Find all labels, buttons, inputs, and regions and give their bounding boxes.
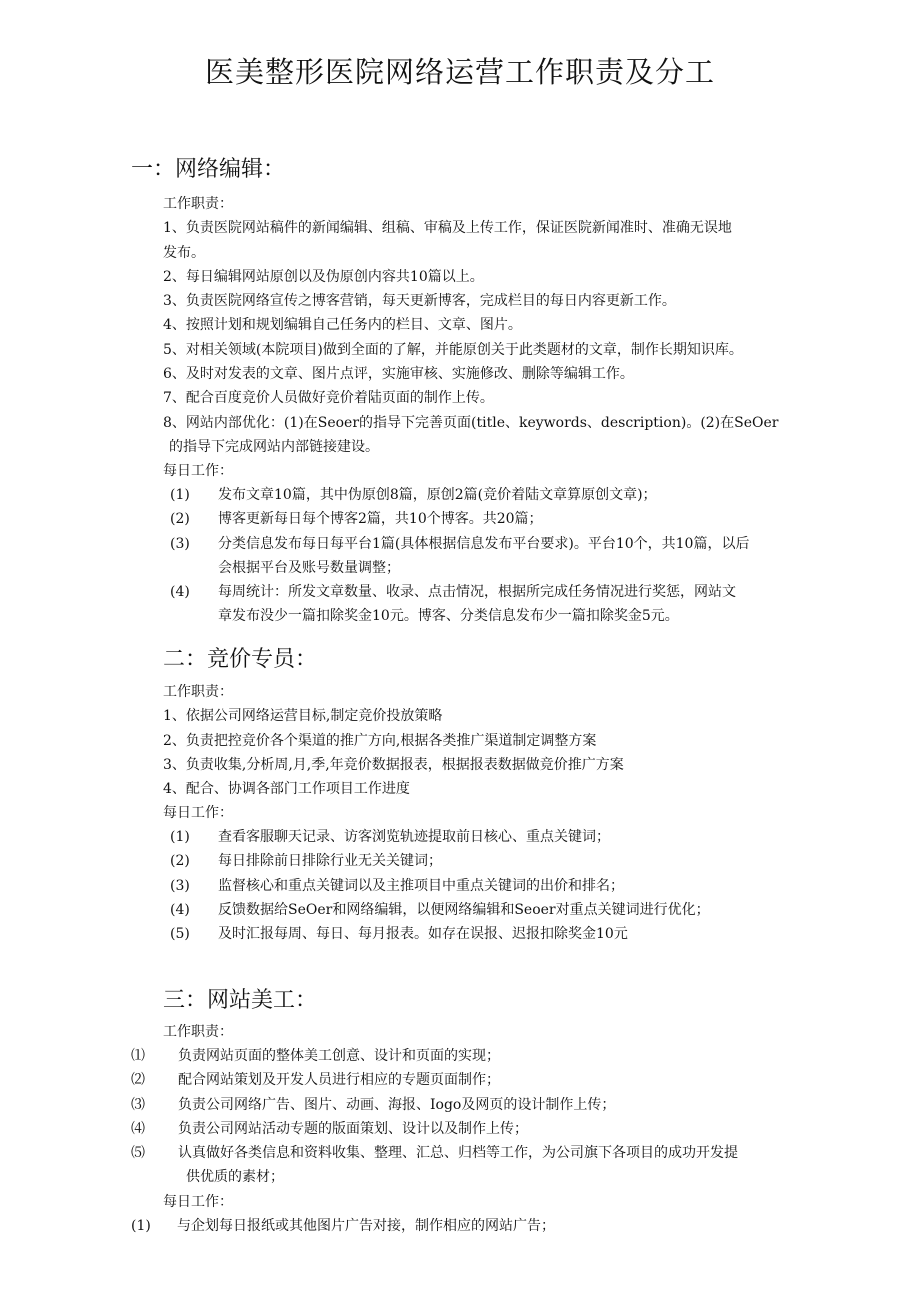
item-text: 博客更新每日每个博客2篇，共10个博客。共20篇； [218, 511, 543, 528]
duty-item: 的指导下完成网站内部链接建设。 [169, 438, 379, 455]
duty-item: 7、配合百度竞价人员做好竞价着陆页面的制作上传。 [163, 390, 494, 407]
duty-item: 2、负责把控竞价各个渠道的推广方向,根据各类推广渠道制定调整方案 [163, 732, 597, 749]
item-text: 及时汇报每周、每日、每月报表。如存在误报、迟报扣除奖金10元 [218, 926, 628, 943]
section-2-daily [170, 825, 710, 946]
duty-item: 1、负责医院网站稿件的新闻编辑、组稿、审稿及上传工作，保证医院新闻准时、准确无误地 [163, 220, 732, 237]
daily-item [170, 922, 710, 946]
page-title: 医美整形医院网络运营工作职责及分工 [204, 55, 715, 89]
daily-item [170, 849, 710, 873]
item-number: (1) [170, 487, 190, 503]
duty-item: 3、负责收集,分析周,月,季,年竞价数据报表，根据报表数据做竞价推广方案 [163, 756, 624, 773]
item-number: (2) [170, 511, 190, 528]
section-3-daily-label-wrap [163, 1190, 233, 1214]
item-number: (3) [170, 877, 190, 894]
duty-item: 4、配合、协调各部门工作项目工作进度 [163, 781, 410, 798]
item-number: (3) [170, 535, 190, 552]
duty-label: 工作职责： [163, 196, 233, 212]
item-number: (4) [170, 901, 190, 918]
daily-item [170, 580, 749, 604]
duty-label: 工作职责： [163, 1024, 233, 1040]
item-text: 每周统计：所发文章数量、收录、点击情况，根据所完成任务情况进行奖惩，网站文 [218, 584, 736, 601]
item-continuation: 章发布没少一篇扣除奖金10元。博客、分类信息发布少一篇扣除奖金5元。 [218, 608, 679, 625]
duty-item: 发布。 [163, 244, 205, 261]
duty-item: 6、及时对发表的文章、图片点评，实施审核、实施修改、删除等编辑工作。 [163, 366, 634, 383]
duty-item [131, 1093, 738, 1117]
item-number: ⑷ [131, 1120, 145, 1137]
daily-item [170, 507, 749, 531]
daily-label: 每日工作： [163, 463, 233, 480]
item-text: 负责公司网站活动专题的版面策划、设计以及制作上传； [178, 1120, 528, 1137]
item-text: 反馈数据给SeOer和网络编辑，以便网络编辑和Seoer对重点关键词进行优化； [218, 901, 710, 918]
item-text: 与企划每日报纸或其他图片广告对接，制作相应的网站广告； [177, 1218, 555, 1234]
item-text: 认真做好各类信息和资料收集、整理、汇总、归档等工作，为公司旗下各项目的成功开发提 [178, 1145, 738, 1162]
item-number: (5) [170, 926, 190, 943]
item-text: 每日排除前日排除行业无关关键词； [218, 853, 442, 870]
section-3-duty-label-wrap [163, 1020, 233, 1044]
item-text: 配合网站策划及开发人员进行相应的专题页面制作； [178, 1072, 500, 1089]
daily-label: 每日工作： [163, 1194, 233, 1210]
item-number: ⑵ [131, 1072, 145, 1089]
item-continuation: 会根据平台及账号数量调整； [218, 559, 400, 576]
section-1-daily [170, 483, 749, 629]
daily-item [131, 1214, 555, 1238]
section-2-duties [163, 680, 624, 826]
section-1-heading: 一：网络编辑： [131, 157, 286, 182]
item-number: ⑸ [131, 1145, 145, 1162]
section-3-heading: 三：网站美工： [163, 988, 318, 1013]
section-3-duties [131, 1044, 738, 1190]
section-1-duties [163, 192, 778, 484]
item-number: ⑴ [131, 1048, 145, 1064]
section-3-daily [131, 1214, 555, 1238]
duty-item [131, 1044, 738, 1068]
item-number: (2) [170, 853, 190, 870]
duty-item: 1、依据公司网络运营目标,制定竞价投放策略 [163, 708, 443, 725]
item-number: (1) [131, 1218, 151, 1234]
duty-item: 8、网站内部优化：(1)在Seoer的指导下完善页面(title、keywords、description)。(2)在SeOer [163, 414, 779, 431]
daily-label: 每日工作： [163, 805, 233, 822]
duty-item [131, 1117, 738, 1141]
item-text: 查看客服聊天记录、访客浏览轨迹提取前日核心、重点关键词； [218, 829, 610, 845]
daily-item [170, 874, 710, 898]
duty-item: 2、每日编辑网站原创以及伪原创内容共10篇以上。 [163, 268, 484, 285]
duty-item: 5、对相关领域(本院项目)做到全面的了解，并能原创关于此类题材的文章，制作长期知识库。 [163, 341, 743, 358]
duty-item: 3、负责医院网络宣传之博客营销，每天更新博客，完成栏目的每日内容更新工作。 [163, 293, 676, 310]
duty-item [131, 1141, 738, 1165]
item-text: 监督核心和重点关键词以及主推项目中重点关键词的出价和排名； [218, 877, 624, 894]
section-2-heading: 二：竞价专员： [163, 647, 318, 672]
daily-item [170, 532, 749, 556]
daily-item [170, 825, 710, 849]
daily-item [170, 898, 710, 922]
item-text: 分类信息发布每日每平台1篇(具体根据信息发布平台要求)。平台10个，共10篇，以后 [218, 535, 750, 552]
duty-item [131, 1068, 738, 1092]
item-text: 负责网站页面的整体美工创意、设计和页面的实现； [178, 1048, 500, 1064]
duty-label: 工作职责： [163, 684, 233, 700]
item-number: (1) [170, 829, 190, 845]
item-number: ⑶ [131, 1096, 145, 1113]
item-continuation: 供优质的素材； [186, 1169, 284, 1186]
item-text: 发布文章10篇，其中伪原创8篇，原创2篇(竞价着陆文章算原创文章)； [218, 487, 657, 503]
daily-item [170, 483, 749, 507]
item-number: (4) [170, 584, 190, 601]
duty-item: 4、按照计划和规划编辑自己任务内的栏目、文章、图片。 [163, 317, 522, 334]
item-text: 负责公司网络广告、图片、动画、海报、Iogo及网页的设计制作上传； [178, 1096, 616, 1113]
